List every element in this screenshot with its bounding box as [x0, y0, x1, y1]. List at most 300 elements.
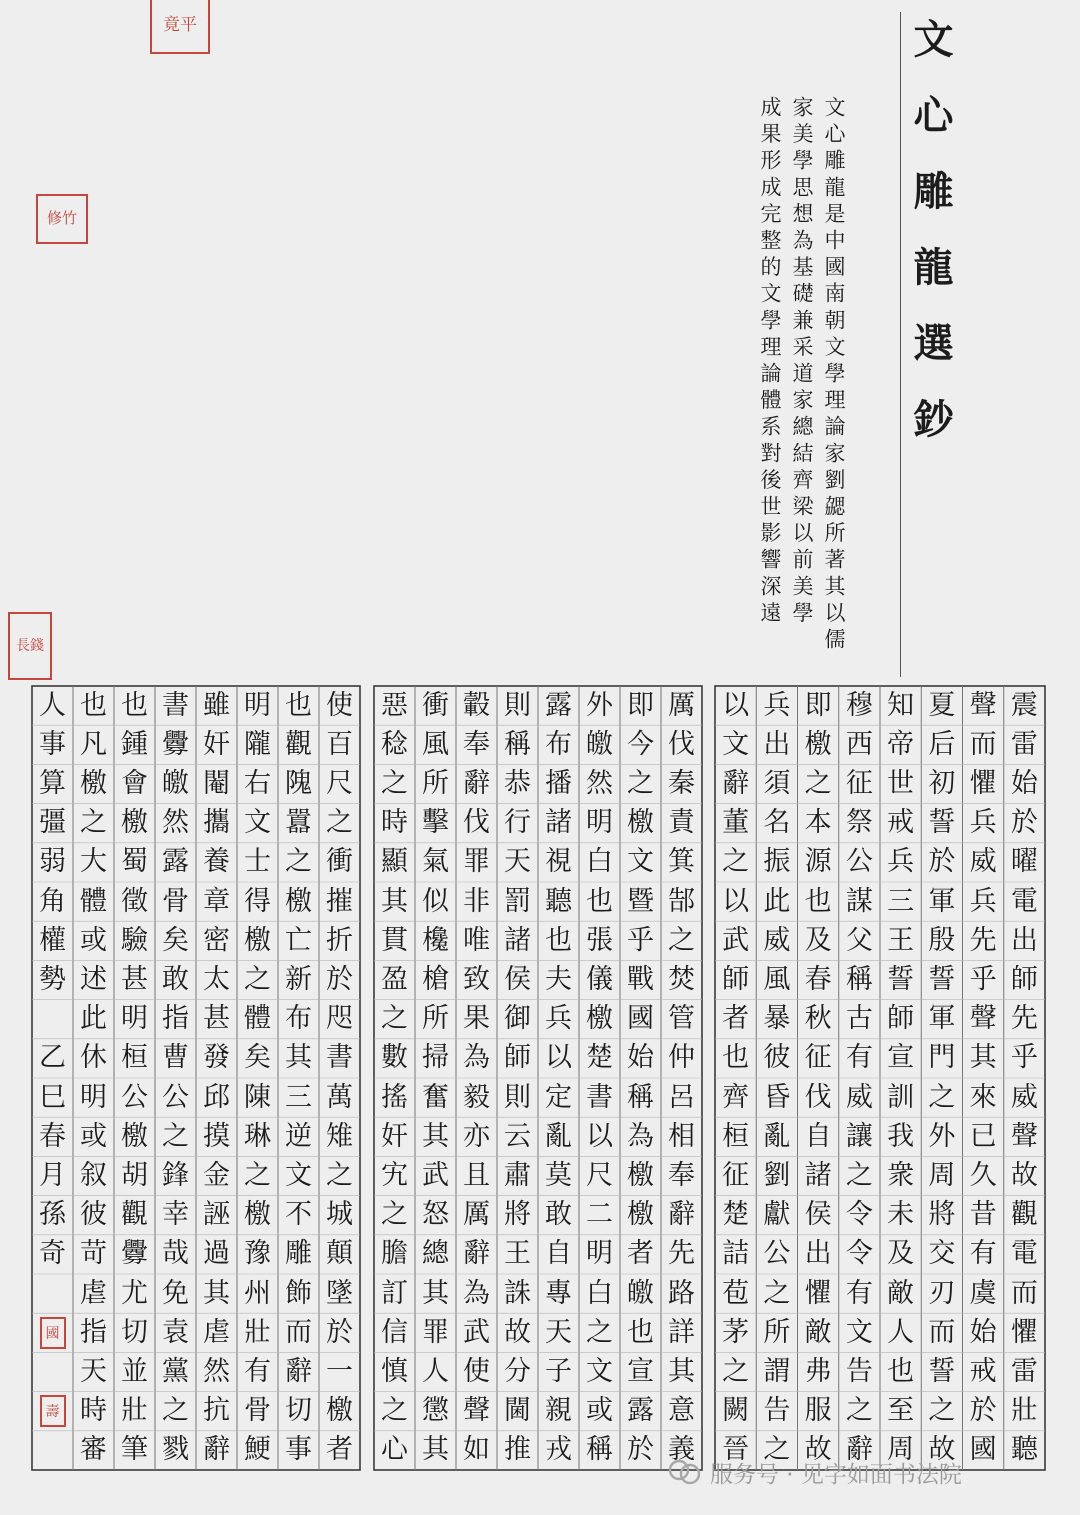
character-cell: 及 — [887, 1238, 915, 1270]
character-cell: 於 — [626, 1434, 654, 1466]
character-cell: 稱 — [845, 964, 873, 995]
character-cell: 之 — [928, 1395, 956, 1427]
character-cell: 恭 — [503, 768, 531, 799]
character-cell: 之 — [325, 1160, 353, 1191]
character-cell: 弗 — [804, 1356, 832, 1387]
character-cell: 聲 — [969, 1003, 997, 1035]
character-cell: 聲 — [1010, 1120, 1038, 1152]
character-cell: 誓 — [928, 964, 956, 995]
character-cell: 國 — [969, 1434, 997, 1466]
character-cell: 筆 — [120, 1434, 148, 1466]
character-cell: 楚 — [722, 1199, 750, 1231]
character-cell: 訂 — [380, 1277, 408, 1309]
character-cell: 明 — [585, 1238, 613, 1270]
character-cell: 稔 — [380, 728, 408, 760]
character-cell: 有 — [845, 1042, 873, 1074]
character-cell: 文 — [585, 1356, 613, 1387]
character-cell: 咫 — [325, 1003, 353, 1035]
character-cell: 氣 — [421, 846, 449, 878]
character-cell: 新 — [284, 964, 312, 995]
character-cell: 亦 — [462, 1120, 490, 1152]
character-cell: 檄 — [284, 885, 312, 917]
character-cell: 奮 — [421, 1081, 449, 1113]
character-cell: 視 — [544, 846, 572, 878]
character-cell: 書 — [325, 1042, 353, 1074]
character-cell: 敵 — [887, 1277, 915, 1309]
character-cell: 也 — [722, 1042, 750, 1074]
character-cell: 發 — [202, 1042, 230, 1074]
character-cell: 雕 — [284, 1238, 312, 1270]
character-cell: 徵 — [120, 885, 148, 917]
character-cell: 哉 — [161, 1238, 189, 1270]
character-cell: 此 — [763, 885, 791, 917]
character-cell: 凡 — [79, 728, 107, 760]
character-cell: 太 — [202, 964, 230, 995]
character-cell: 威 — [845, 1081, 873, 1113]
character-cell: 為 — [626, 1120, 654, 1152]
character-cell: 檄 — [585, 1003, 613, 1035]
character-cell: 而 — [284, 1316, 312, 1348]
character-cell: 也 — [79, 689, 107, 721]
seal-stamp-left: 長錢 — [8, 612, 52, 680]
character-cell: 釁 — [120, 1238, 148, 1270]
character-cell: 辭 — [667, 1199, 695, 1231]
character-cell: 露 — [161, 846, 189, 878]
character-cell: 文 — [284, 1160, 312, 1191]
character-cell: 胡 — [120, 1160, 148, 1191]
character-cell: 齊 — [722, 1081, 750, 1113]
character-cell: 如 — [462, 1434, 490, 1466]
character-cell: 知 — [887, 689, 915, 721]
character-cell: 誅 — [503, 1277, 531, 1309]
character-cell: 諸 — [544, 807, 572, 839]
character-cell: 明 — [585, 807, 613, 839]
character-cell: 稱 — [626, 1081, 654, 1113]
character-cell: 今 — [626, 728, 654, 760]
character-cell: 百 — [325, 728, 353, 760]
character-cell: 然 — [161, 807, 189, 839]
character-cell: 獻 — [763, 1199, 791, 1231]
character-cell: 播 — [544, 768, 572, 799]
character-cell: 書 — [161, 689, 189, 721]
character-cell: 伐 — [667, 728, 695, 760]
character-cell: 厲 — [462, 1199, 490, 1231]
character-cell: 西 — [845, 728, 873, 760]
character-cell: 之 — [722, 1356, 750, 1387]
character-cell: 出 — [804, 1238, 832, 1270]
character-cell: 之 — [161, 1120, 189, 1152]
character-cell: 尺 — [585, 1160, 613, 1191]
character-cell: 檄 — [120, 807, 148, 839]
character-cell: 於 — [1010, 807, 1038, 839]
character-cell: 城 — [325, 1199, 353, 1231]
character-cell: 盈 — [380, 964, 408, 995]
character-cell: 而 — [1010, 1277, 1038, 1309]
character-cell: 之 — [763, 1434, 791, 1466]
character-cell: 辭 — [284, 1356, 312, 1387]
character-cell: 儀 — [585, 964, 613, 995]
character-cell: 其 — [421, 1277, 449, 1309]
character-cell: 者 — [325, 1434, 353, 1466]
character-cell: 槍 — [421, 964, 449, 995]
character-cell: 師 — [1010, 964, 1038, 995]
character-cell: 驗 — [120, 924, 148, 956]
character-cell: 箕 — [667, 846, 695, 878]
character-cell: 時 — [79, 1395, 107, 1427]
character-cell: 謂 — [763, 1356, 791, 1387]
character-cell: 敢 — [161, 964, 189, 995]
character-cell: 於 — [325, 964, 353, 995]
character-cell: 罪 — [462, 846, 490, 878]
character-cell: 亂 — [544, 1120, 572, 1152]
character-cell: 壯 — [243, 1316, 271, 1348]
character-cell: 且 — [462, 1160, 490, 1191]
character-cell: 也 — [284, 689, 312, 721]
character-cell: 詰 — [722, 1238, 750, 1270]
character-cell: 莫 — [544, 1160, 572, 1191]
character-cell: 之 — [243, 964, 271, 995]
character-cell: 至 — [887, 1395, 915, 1427]
character-cell: 昔 — [969, 1199, 997, 1231]
character-cell: 乎 — [1010, 1042, 1038, 1074]
character-cell: 不 — [284, 1199, 312, 1231]
signature-seal: 壽 — [40, 1395, 66, 1427]
character-cell: 之 — [845, 1160, 873, 1191]
character-cell: 天 — [79, 1356, 107, 1387]
character-cell: 墜 — [325, 1277, 353, 1309]
character-cell: 天 — [503, 846, 531, 878]
character-cell: 告 — [845, 1356, 873, 1387]
character-cell: 時 — [380, 807, 408, 839]
character-cell: 免 — [161, 1277, 189, 1309]
character-cell: 肅 — [503, 1160, 531, 1191]
character-cell: 擊 — [421, 807, 449, 839]
character-cell: 之 — [722, 846, 750, 878]
character-cell: 總 — [421, 1238, 449, 1270]
character-cell: 意 — [667, 1395, 695, 1427]
character-cell: 以 — [544, 1042, 572, 1074]
character-cell: 人 — [887, 1316, 915, 1348]
character-cell: 其 — [421, 1120, 449, 1152]
character-cell: 始 — [969, 1316, 997, 1348]
character-cell: 欃 — [421, 924, 449, 956]
character-cell: 檄 — [243, 924, 271, 956]
character-cell: 詳 — [667, 1316, 695, 1348]
character-cell: 毅 — [462, 1081, 490, 1113]
character-cell: 故 — [804, 1434, 832, 1466]
character-cell: 右 — [243, 768, 271, 799]
character-cell: 兵 — [969, 885, 997, 917]
character-cell: 威 — [969, 846, 997, 878]
character-cell: 秦 — [667, 768, 695, 799]
character-cell: 讓 — [845, 1120, 873, 1152]
character-cell: 也 — [804, 885, 832, 917]
character-cell: 責 — [667, 807, 695, 839]
character-cell: 稱 — [503, 728, 531, 760]
character-cell: 白 — [585, 846, 613, 878]
character-cell: 奸 — [202, 728, 230, 760]
character-cell: 鯁 — [243, 1434, 271, 1466]
character-cell: 三 — [887, 885, 915, 917]
character-cell: 也 — [544, 924, 572, 956]
character-cell: 親 — [544, 1395, 572, 1427]
character-cell: 甚 — [120, 964, 148, 995]
service-account-icon — [668, 1457, 702, 1487]
character-cell: 來 — [969, 1081, 997, 1113]
character-cell: 專 — [544, 1277, 572, 1309]
character-cell: 焚 — [667, 964, 695, 995]
character-cell: 其 — [380, 885, 408, 917]
character-cell: 懼 — [1010, 1316, 1038, 1348]
character-cell: 闕 — [722, 1395, 750, 1427]
character-cell: 劉 — [763, 1160, 791, 1191]
character-cell: 之 — [380, 1003, 408, 1035]
character-cell: 始 — [1010, 768, 1038, 799]
character-cell: 風 — [763, 964, 791, 995]
character-cell: 聽 — [544, 885, 572, 917]
character-cell: 然 — [202, 1356, 230, 1387]
character-cell: 公 — [845, 846, 873, 878]
character-cell: 雷 — [1010, 728, 1038, 760]
character-cell: 檄 — [120, 1120, 148, 1152]
character-cell: 然 — [585, 768, 613, 799]
character-cell: 人 — [421, 1356, 449, 1387]
character-cell: 所 — [763, 1316, 791, 1348]
character-cell: 為 — [462, 1277, 490, 1309]
character-cell: 逆 — [284, 1120, 312, 1152]
character-cell: 於 — [325, 1316, 353, 1348]
character-cell: 懼 — [804, 1277, 832, 1309]
character-cell: 鍾 — [120, 728, 148, 760]
character-cell: 桓 — [722, 1120, 750, 1152]
character-cell: 衝 — [421, 689, 449, 721]
character-cell: 膽 — [380, 1238, 408, 1270]
character-cell: 有 — [845, 1277, 873, 1309]
character-cell: 露 — [626, 1395, 654, 1427]
character-cell: 武 — [722, 924, 750, 956]
character-cell: 檄 — [804, 728, 832, 760]
character-cell: 勢 — [38, 964, 66, 995]
character-cell: 其 — [421, 1434, 449, 1466]
character-cell: 風 — [421, 728, 449, 760]
character-cell: 及 — [804, 924, 832, 956]
character-cell: 果 — [462, 1003, 490, 1035]
character-cell: 攜 — [202, 807, 230, 839]
character-cell: 彼 — [79, 1199, 107, 1231]
character-cell: 摧 — [325, 885, 353, 917]
character-cell: 威 — [763, 924, 791, 956]
character-cell: 書 — [585, 1081, 613, 1113]
character-cell: 武 — [462, 1316, 490, 1348]
character-cell: 祭 — [845, 807, 873, 839]
seal-stamp-top: 竟平 — [150, 0, 210, 54]
character-cell: 源 — [804, 846, 832, 878]
character-cell: 令 — [845, 1238, 873, 1270]
character-cell: 服 — [804, 1395, 832, 1427]
character-cell: 雖 — [202, 689, 230, 721]
character-cell: 則 — [503, 1081, 531, 1113]
character-cell: 之 — [79, 807, 107, 839]
character-cell: 宣 — [887, 1042, 915, 1074]
character-cell: 征 — [845, 768, 873, 799]
character-cell: 萬 — [325, 1081, 353, 1113]
character-cell: 大 — [79, 846, 107, 878]
character-cell: 楚 — [585, 1042, 613, 1074]
character-cell: 諸 — [503, 924, 531, 956]
character-cell: 檄 — [325, 1395, 353, 1427]
character-cell: 苞 — [722, 1277, 750, 1309]
character-cell: 令 — [845, 1199, 873, 1231]
character-cell: 觀 — [1010, 1199, 1038, 1231]
character-cell: 諸 — [804, 1160, 832, 1191]
character-cell: 有 — [969, 1238, 997, 1270]
character-cell: 則 — [503, 689, 531, 721]
character-cell: 幸 — [161, 1199, 189, 1231]
character-cell: 振 — [763, 846, 791, 878]
character-cell: 乎 — [626, 924, 654, 956]
character-cell: 宣 — [626, 1356, 654, 1387]
character-cell: 故 — [1010, 1160, 1038, 1191]
character-cell: 辭 — [722, 768, 750, 799]
character-cell: 虞 — [969, 1277, 997, 1309]
character-cell: 之 — [380, 768, 408, 799]
character-cell: 養 — [202, 846, 230, 878]
character-cell: 抗 — [202, 1395, 230, 1427]
character-cell: 罰 — [503, 885, 531, 917]
character-cell: 亡 — [284, 924, 312, 956]
character-cell: 初 — [928, 768, 956, 799]
character-cell: 管 — [667, 1003, 695, 1035]
character-cell: 袁 — [161, 1316, 189, 1348]
character-cell: 王 — [887, 924, 915, 956]
character-cell: 謀 — [845, 885, 873, 917]
character-cell: 外 — [585, 689, 613, 721]
signature-character: 乙 — [38, 1042, 66, 1074]
character-cell: 之 — [325, 807, 353, 839]
character-cell: 國 — [626, 1003, 654, 1035]
character-cell: 衝 — [325, 846, 353, 878]
character-cell: 之 — [626, 768, 654, 799]
character-cell: 尺 — [325, 768, 353, 799]
page-title: 文心雕龍選鈔 — [907, 18, 954, 474]
character-cell: 戮 — [161, 1434, 189, 1466]
character-cell: 白 — [585, 1277, 613, 1309]
character-cell: 或 — [79, 924, 107, 956]
character-cell: 奉 — [667, 1160, 695, 1191]
character-cell: 兵 — [969, 807, 997, 839]
character-cell: 曹 — [161, 1042, 189, 1074]
character-cell: 先 — [969, 924, 997, 956]
character-cell: 檄 — [626, 1199, 654, 1231]
character-cell: 士 — [243, 846, 271, 878]
character-cell: 誓 — [928, 1356, 956, 1387]
character-cell: 奸 — [380, 1120, 408, 1152]
character-cell: 閹 — [202, 768, 230, 799]
character-cell: 所 — [421, 768, 449, 799]
character-cell: 隗 — [284, 768, 312, 799]
character-cell: 未 — [887, 1199, 915, 1231]
character-cell: 秋 — [804, 1003, 832, 1035]
intro-column-3: 成果形成完整的文學理論體系對後世影響深遠 — [758, 96, 782, 628]
character-cell: 誓 — [928, 807, 956, 839]
character-cell: 武 — [421, 1160, 449, 1191]
character-cell: 帝 — [887, 728, 915, 760]
character-cell: 定 — [544, 1081, 572, 1113]
character-cell: 電 — [1010, 1238, 1038, 1270]
character-cell: 云 — [503, 1120, 531, 1152]
character-cell: 唯 — [462, 924, 490, 956]
character-cell: 並 — [120, 1356, 148, 1387]
intro-column-2: 家美學思想為基礎兼采道家總結齊梁以前美學 — [790, 96, 814, 628]
character-cell: 慎 — [380, 1356, 408, 1387]
character-cell: 此 — [79, 1003, 107, 1035]
character-cell: 文 — [722, 728, 750, 760]
character-cell: 之 — [804, 768, 832, 799]
character-cell: 蜀 — [120, 846, 148, 878]
character-cell: 郜 — [667, 885, 695, 917]
character-cell: 也 — [887, 1356, 915, 1387]
character-cell: 兵 — [887, 846, 915, 878]
character-cell: 王 — [503, 1238, 531, 1270]
character-cell: 師 — [503, 1042, 531, 1074]
character-cell: 已 — [969, 1120, 997, 1152]
character-cell: 路 — [667, 1277, 695, 1309]
character-cell: 觀 — [284, 728, 312, 760]
character-cell: 檄 — [79, 768, 107, 799]
character-cell: 所 — [421, 1003, 449, 1035]
character-cell: 三 — [284, 1081, 312, 1113]
character-cell: 體 — [79, 885, 107, 917]
character-cell: 之 — [161, 1395, 189, 1427]
character-cell: 侯 — [503, 964, 531, 995]
signature-seal: 國 — [40, 1317, 66, 1349]
character-cell: 子 — [544, 1356, 572, 1387]
character-cell: 矣 — [243, 1042, 271, 1074]
character-cell: 須 — [763, 768, 791, 799]
character-cell: 公 — [763, 1238, 791, 1270]
character-cell: 轂 — [462, 689, 490, 721]
signature-character: 孫 — [38, 1199, 66, 1231]
character-cell: 致 — [462, 964, 490, 995]
character-cell: 戒 — [887, 807, 915, 839]
character-cell: 有 — [243, 1356, 271, 1387]
intro-column-1: 文心雕龍是中國南朝文學理論家劉勰所著其以儒 — [822, 96, 846, 655]
character-cell: 訓 — [887, 1081, 915, 1113]
character-cell: 后 — [928, 728, 956, 760]
character-cell: 奉 — [462, 728, 490, 760]
character-cell: 厲 — [667, 689, 695, 721]
character-cell: 之 — [667, 924, 695, 956]
character-cell: 敢 — [544, 1199, 572, 1231]
character-cell: 我 — [887, 1120, 915, 1152]
character-cell: 暴 — [763, 1003, 791, 1035]
character-cell: 雉 — [325, 1120, 353, 1152]
character-cell: 征 — [804, 1042, 832, 1074]
character-cell: 周 — [928, 1160, 956, 1191]
character-cell: 兵 — [544, 1003, 572, 1035]
character-cell: 得 — [243, 885, 271, 917]
character-cell: 文 — [845, 1316, 873, 1348]
character-cell: 切 — [120, 1316, 148, 1348]
character-cell: 也 — [626, 1316, 654, 1348]
character-cell: 非 — [462, 885, 490, 917]
character-cell: 於 — [928, 846, 956, 878]
character-cell: 露 — [544, 689, 572, 721]
character-cell: 顛 — [325, 1238, 353, 1270]
character-cell: 稱 — [585, 1434, 613, 1466]
character-cell: 夏 — [928, 689, 956, 721]
character-cell: 曜 — [1010, 846, 1038, 878]
